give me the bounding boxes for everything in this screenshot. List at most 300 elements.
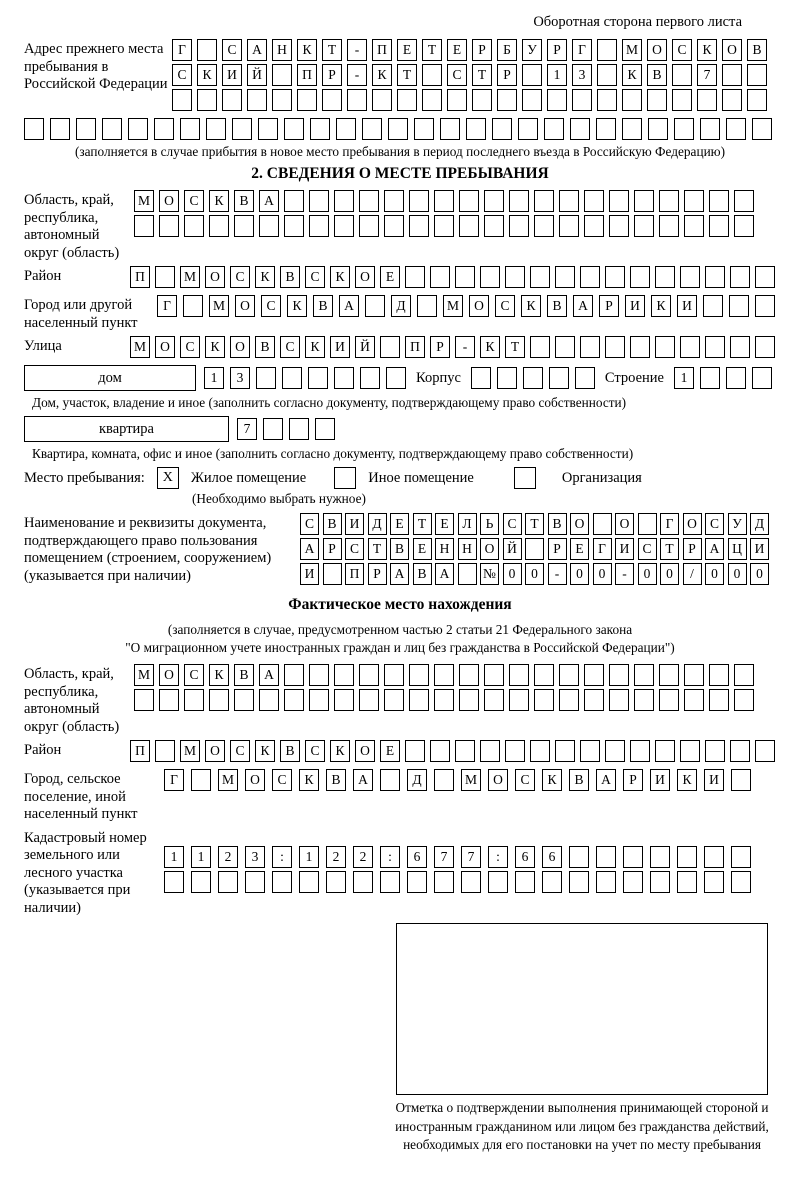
form-cell[interactable]: В <box>569 769 589 791</box>
form-cell[interactable]: С <box>230 740 250 762</box>
form-cell[interactable] <box>555 740 575 762</box>
form-cell[interactable]: М <box>218 769 238 791</box>
form-cell[interactable] <box>434 769 454 791</box>
form-cell[interactable] <box>704 846 724 868</box>
form-cell[interactable] <box>534 664 554 686</box>
form-cell[interactable] <box>752 118 772 140</box>
form-cell[interactable]: М <box>180 266 200 288</box>
form-cell[interactable] <box>159 689 179 711</box>
form-cell[interactable]: К <box>697 39 717 61</box>
form-cell[interactable] <box>484 215 504 237</box>
form-cell[interactable] <box>397 89 417 111</box>
form-cell[interactable] <box>256 367 276 389</box>
form-cell[interactable] <box>206 118 226 140</box>
form-cell[interactable]: В <box>326 769 346 791</box>
form-cell[interactable] <box>430 740 450 762</box>
form-cell[interactable] <box>734 215 754 237</box>
form-cell[interactable]: С <box>495 295 515 317</box>
form-cell[interactable] <box>659 215 679 237</box>
form-cell[interactable]: В <box>234 664 254 686</box>
form-cell[interactable] <box>755 740 775 762</box>
form-cell[interactable]: Е <box>413 538 432 560</box>
form-cell[interactable] <box>705 266 725 288</box>
form-cell[interactable] <box>245 871 265 893</box>
form-cell[interactable]: Н <box>435 538 454 560</box>
form-cell[interactable] <box>409 664 429 686</box>
form-cell[interactable] <box>359 689 379 711</box>
form-cell[interactable] <box>509 689 529 711</box>
form-cell[interactable] <box>555 266 575 288</box>
form-cell[interactable]: Т <box>505 336 525 358</box>
form-cell[interactable]: Ц <box>728 538 747 560</box>
form-cell[interactable] <box>609 190 629 212</box>
form-cell[interactable]: Р <box>368 563 387 585</box>
form-cell[interactable] <box>334 689 354 711</box>
form-cell[interactable] <box>458 563 477 585</box>
form-cell[interactable] <box>128 118 148 140</box>
form-cell[interactable] <box>530 336 550 358</box>
form-cell[interactable]: 3 <box>230 367 250 389</box>
form-cell[interactable] <box>197 39 217 61</box>
form-cell[interactable] <box>709 664 729 686</box>
form-cell[interactable]: А <box>390 563 409 585</box>
form-cell[interactable] <box>218 871 238 893</box>
form-cell[interactable]: К <box>542 769 562 791</box>
form-cell[interactable] <box>648 118 668 140</box>
form-cell[interactable] <box>523 367 543 389</box>
form-cell[interactable]: О <box>480 538 499 560</box>
form-cell[interactable]: Е <box>570 538 589 560</box>
form-cell[interactable] <box>703 295 723 317</box>
form-cell[interactable]: П <box>297 64 317 86</box>
form-cell[interactable] <box>747 89 767 111</box>
form-cell[interactable] <box>359 190 379 212</box>
form-cell[interactable] <box>572 89 592 111</box>
form-cell[interactable] <box>650 846 670 868</box>
form-cell[interactable]: К <box>297 39 317 61</box>
form-cell[interactable]: - <box>455 336 475 358</box>
form-cell[interactable]: К <box>521 295 541 317</box>
form-cell[interactable] <box>700 367 720 389</box>
form-cell[interactable]: Д <box>750 513 769 535</box>
form-cell[interactable]: 1 <box>191 846 211 868</box>
form-cell[interactable] <box>596 871 616 893</box>
form-cell[interactable] <box>284 190 304 212</box>
form-cell[interactable] <box>336 118 356 140</box>
form-cell[interactable] <box>705 336 725 358</box>
form-cell[interactable] <box>347 89 367 111</box>
form-cell[interactable]: 6 <box>407 846 427 868</box>
form-cell[interactable] <box>372 89 392 111</box>
form-cell[interactable] <box>184 215 204 237</box>
form-cell[interactable] <box>172 89 192 111</box>
form-cell[interactable] <box>530 740 550 762</box>
form-cell[interactable] <box>422 64 442 86</box>
form-cell[interactable] <box>272 871 292 893</box>
form-cell[interactable]: И <box>650 769 670 791</box>
form-cell[interactable] <box>334 215 354 237</box>
form-cell[interactable]: М <box>134 664 154 686</box>
form-cell[interactable] <box>530 266 550 288</box>
form-cell[interactable]: А <box>339 295 359 317</box>
form-cell[interactable] <box>731 769 751 791</box>
form-cell[interactable]: Н <box>272 39 292 61</box>
form-cell[interactable]: Е <box>447 39 467 61</box>
form-cell[interactable]: - <box>347 64 367 86</box>
form-cell[interactable]: С <box>180 336 200 358</box>
form-cell[interactable] <box>655 266 675 288</box>
form-cell[interactable] <box>497 367 517 389</box>
form-cell[interactable]: - <box>548 563 567 585</box>
form-cell[interactable] <box>272 89 292 111</box>
form-cell[interactable]: : <box>272 846 292 868</box>
form-cell[interactable] <box>183 295 203 317</box>
form-cell[interactable] <box>353 871 373 893</box>
form-cell[interactable]: С <box>638 538 657 560</box>
form-cell[interactable]: К <box>305 336 325 358</box>
form-cell[interactable]: Р <box>430 336 450 358</box>
form-cell[interactable]: А <box>247 39 267 61</box>
form-cell[interactable] <box>731 846 751 868</box>
form-cell[interactable]: И <box>750 538 769 560</box>
form-cell[interactable] <box>50 118 70 140</box>
form-cell[interactable] <box>309 689 329 711</box>
form-cell[interactable]: С <box>345 538 364 560</box>
form-cell[interactable]: Б <box>497 39 517 61</box>
form-cell[interactable] <box>459 215 479 237</box>
form-cell[interactable] <box>24 118 44 140</box>
form-cell[interactable]: 7 <box>434 846 454 868</box>
form-cell[interactable] <box>569 846 589 868</box>
form-cell[interactable] <box>484 689 504 711</box>
form-cell[interactable]: 1 <box>164 846 184 868</box>
form-cell[interactable] <box>747 64 767 86</box>
form-cell[interactable] <box>359 215 379 237</box>
form-cell[interactable]: - <box>615 563 634 585</box>
form-cell[interactable]: О <box>488 769 508 791</box>
form-cell[interactable]: С <box>261 295 281 317</box>
checkbox-residential[interactable]: X <box>157 467 179 489</box>
form-cell[interactable] <box>730 740 750 762</box>
form-cell[interactable]: А <box>259 664 279 686</box>
form-cell[interactable] <box>726 118 746 140</box>
form-cell[interactable] <box>534 190 554 212</box>
form-cell[interactable] <box>700 118 720 140</box>
form-cell[interactable]: 2 <box>218 846 238 868</box>
form-cell[interactable]: О <box>570 513 589 535</box>
form-cell[interactable] <box>593 513 612 535</box>
form-cell[interactable]: Е <box>390 513 409 535</box>
form-cell[interactable] <box>417 295 437 317</box>
form-cell[interactable]: Т <box>368 538 387 560</box>
form-cell[interactable]: К <box>480 336 500 358</box>
form-cell[interactable]: Т <box>660 538 679 560</box>
form-cell[interactable] <box>547 89 567 111</box>
form-cell[interactable] <box>102 118 122 140</box>
form-cell[interactable]: С <box>272 769 292 791</box>
form-cell[interactable]: 6 <box>515 846 535 868</box>
form-cell[interactable] <box>360 367 380 389</box>
checkbox-organization[interactable] <box>514 467 536 489</box>
form-cell[interactable]: М <box>461 769 481 791</box>
form-cell[interactable] <box>522 64 542 86</box>
form-cell[interactable] <box>388 118 408 140</box>
form-cell[interactable]: В <box>390 538 409 560</box>
form-cell[interactable]: И <box>704 769 724 791</box>
form-cell[interactable] <box>597 39 617 61</box>
form-cell[interactable]: Л <box>458 513 477 535</box>
form-cell[interactable] <box>309 664 329 686</box>
form-cell[interactable] <box>597 64 617 86</box>
form-cell[interactable]: С <box>184 664 204 686</box>
form-cell[interactable] <box>509 190 529 212</box>
form-cell[interactable] <box>580 336 600 358</box>
form-cell[interactable] <box>755 266 775 288</box>
form-cell[interactable] <box>731 871 751 893</box>
form-cell[interactable] <box>580 266 600 288</box>
form-cell[interactable]: А <box>300 538 319 560</box>
form-cell[interactable] <box>680 336 700 358</box>
form-cell[interactable]: 0 <box>728 563 747 585</box>
form-cell[interactable] <box>407 871 427 893</box>
form-cell[interactable] <box>677 846 697 868</box>
form-cell[interactable]: И <box>345 513 364 535</box>
form-cell[interactable]: Г <box>164 769 184 791</box>
form-cell[interactable] <box>299 871 319 893</box>
form-cell[interactable]: У <box>728 513 747 535</box>
form-cell[interactable] <box>308 367 328 389</box>
form-cell[interactable] <box>232 118 252 140</box>
form-cell[interactable]: О <box>245 769 265 791</box>
form-cell[interactable] <box>650 871 670 893</box>
form-cell[interactable] <box>575 367 595 389</box>
form-cell[interactable]: Д <box>391 295 411 317</box>
form-cell[interactable] <box>722 64 742 86</box>
form-cell[interactable]: 3 <box>245 846 265 868</box>
form-cell[interactable]: И <box>677 295 697 317</box>
form-cell[interactable] <box>697 89 717 111</box>
form-cell[interactable]: 0 <box>503 563 522 585</box>
form-cell[interactable] <box>684 664 704 686</box>
form-cell[interactable] <box>480 266 500 288</box>
form-cell[interactable] <box>289 418 309 440</box>
form-cell[interactable]: Т <box>413 513 432 535</box>
form-cell[interactable]: 7 <box>697 64 717 86</box>
form-cell[interactable] <box>164 871 184 893</box>
form-cell[interactable]: С <box>280 336 300 358</box>
form-cell[interactable]: К <box>255 266 275 288</box>
form-cell[interactable] <box>380 769 400 791</box>
form-cell[interactable]: Р <box>322 64 342 86</box>
form-cell[interactable] <box>544 118 564 140</box>
form-cell[interactable] <box>634 689 654 711</box>
form-cell[interactable] <box>609 215 629 237</box>
form-cell[interactable]: С <box>305 740 325 762</box>
form-cell[interactable]: К <box>197 64 217 86</box>
form-cell[interactable]: Е <box>380 740 400 762</box>
form-cell[interactable] <box>154 118 174 140</box>
form-cell[interactable] <box>422 89 442 111</box>
form-cell[interactable]: А <box>259 190 279 212</box>
form-cell[interactable] <box>134 215 154 237</box>
form-cell[interactable]: М <box>134 190 154 212</box>
form-cell[interactable] <box>655 336 675 358</box>
form-cell[interactable] <box>365 295 385 317</box>
form-cell[interactable] <box>509 664 529 686</box>
form-cell[interactable] <box>559 664 579 686</box>
form-cell[interactable] <box>384 190 404 212</box>
form-cell[interactable] <box>384 664 404 686</box>
form-cell[interactable] <box>570 118 590 140</box>
form-cell[interactable] <box>596 118 616 140</box>
form-cell[interactable] <box>259 689 279 711</box>
form-cell[interactable]: 0 <box>750 563 769 585</box>
form-cell[interactable]: В <box>548 513 567 535</box>
form-cell[interactable] <box>430 266 450 288</box>
form-cell[interactable]: В <box>255 336 275 358</box>
form-cell[interactable] <box>472 89 492 111</box>
form-cell[interactable] <box>623 871 643 893</box>
form-cell[interactable] <box>609 664 629 686</box>
form-cell[interactable]: 3 <box>572 64 592 86</box>
form-cell[interactable]: К <box>287 295 307 317</box>
form-cell[interactable]: Г <box>660 513 679 535</box>
form-cell[interactable] <box>434 215 454 237</box>
form-cell[interactable] <box>505 740 525 762</box>
form-cell[interactable] <box>334 190 354 212</box>
form-cell[interactable] <box>559 215 579 237</box>
form-cell[interactable] <box>584 689 604 711</box>
form-cell[interactable] <box>284 118 304 140</box>
form-cell[interactable] <box>384 215 404 237</box>
form-cell[interactable] <box>334 664 354 686</box>
form-cell[interactable] <box>326 871 346 893</box>
form-cell[interactable]: К <box>677 769 697 791</box>
form-cell[interactable]: П <box>345 563 364 585</box>
form-cell[interactable] <box>184 689 204 711</box>
form-cell[interactable] <box>247 89 267 111</box>
form-cell[interactable] <box>580 740 600 762</box>
form-cell[interactable]: : <box>488 846 508 868</box>
form-cell[interactable] <box>263 418 283 440</box>
form-cell[interactable]: О <box>355 740 375 762</box>
form-cell[interactable]: С <box>503 513 522 535</box>
form-cell[interactable] <box>680 266 700 288</box>
form-cell[interactable] <box>584 664 604 686</box>
form-cell[interactable] <box>534 215 554 237</box>
form-cell[interactable] <box>484 190 504 212</box>
form-cell[interactable] <box>434 689 454 711</box>
form-cell[interactable] <box>726 367 746 389</box>
form-cell[interactable] <box>359 664 379 686</box>
form-cell[interactable] <box>309 215 329 237</box>
form-cell[interactable]: П <box>405 336 425 358</box>
form-cell[interactable]: П <box>372 39 392 61</box>
form-cell[interactable]: 0 <box>660 563 679 585</box>
form-cell[interactable] <box>684 215 704 237</box>
form-cell[interactable] <box>380 336 400 358</box>
form-cell[interactable] <box>488 871 508 893</box>
form-cell[interactable]: С <box>672 39 692 61</box>
form-cell[interactable] <box>638 513 657 535</box>
form-cell[interactable] <box>584 190 604 212</box>
form-cell[interactable]: Ь <box>480 513 499 535</box>
form-cell[interactable]: Т <box>422 39 442 61</box>
form-cell[interactable] <box>704 871 724 893</box>
form-cell[interactable] <box>222 89 242 111</box>
form-cell[interactable]: 2 <box>326 846 346 868</box>
form-cell[interactable]: И <box>222 64 242 86</box>
form-cell[interactable]: С <box>172 64 192 86</box>
form-cell[interactable]: Д <box>407 769 427 791</box>
form-cell[interactable] <box>492 118 512 140</box>
form-cell[interactable] <box>623 846 643 868</box>
form-cell[interactable]: В <box>547 295 567 317</box>
form-cell[interactable]: В <box>313 295 333 317</box>
form-cell[interactable]: С <box>515 769 535 791</box>
form-cell[interactable]: М <box>209 295 229 317</box>
form-cell[interactable]: В <box>280 266 300 288</box>
form-cell[interactable]: Р <box>547 39 567 61</box>
form-cell[interactable]: А <box>705 538 724 560</box>
form-cell[interactable] <box>734 664 754 686</box>
form-cell[interactable] <box>709 190 729 212</box>
form-cell[interactable]: Т <box>472 64 492 86</box>
form-cell[interactable]: И <box>615 538 634 560</box>
form-cell[interactable] <box>655 740 675 762</box>
form-cell[interactable] <box>159 215 179 237</box>
form-cell[interactable] <box>734 689 754 711</box>
form-cell[interactable] <box>722 89 742 111</box>
form-cell[interactable]: И <box>300 563 319 585</box>
form-cell[interactable] <box>680 740 700 762</box>
form-cell[interactable]: / <box>683 563 702 585</box>
form-cell[interactable]: К <box>255 740 275 762</box>
form-cell[interactable] <box>405 266 425 288</box>
form-cell[interactable]: В <box>747 39 767 61</box>
form-cell[interactable] <box>209 215 229 237</box>
form-cell[interactable] <box>497 89 517 111</box>
form-cell[interactable]: С <box>222 39 242 61</box>
form-cell[interactable] <box>455 740 475 762</box>
form-cell[interactable] <box>284 689 304 711</box>
form-cell[interactable]: 0 <box>638 563 657 585</box>
form-cell[interactable] <box>209 689 229 711</box>
form-cell[interactable] <box>522 89 542 111</box>
form-cell[interactable]: В <box>647 64 667 86</box>
form-cell[interactable]: О <box>230 336 250 358</box>
form-cell[interactable] <box>434 190 454 212</box>
form-cell[interactable]: К <box>209 190 229 212</box>
form-cell[interactable] <box>434 664 454 686</box>
form-cell[interactable] <box>755 336 775 358</box>
form-cell[interactable]: Г <box>157 295 177 317</box>
form-cell[interactable]: П <box>130 740 150 762</box>
form-cell[interactable] <box>684 689 704 711</box>
form-cell[interactable] <box>459 190 479 212</box>
form-cell[interactable] <box>258 118 278 140</box>
form-cell[interactable] <box>322 89 342 111</box>
form-cell[interactable] <box>752 367 772 389</box>
form-cell[interactable]: О <box>647 39 667 61</box>
form-cell[interactable]: Е <box>380 266 400 288</box>
form-cell[interactable] <box>234 215 254 237</box>
form-cell[interactable] <box>134 689 154 711</box>
form-cell[interactable] <box>191 769 211 791</box>
form-cell[interactable]: 1 <box>547 64 567 86</box>
form-cell[interactable]: М <box>180 740 200 762</box>
form-cell[interactable] <box>259 215 279 237</box>
